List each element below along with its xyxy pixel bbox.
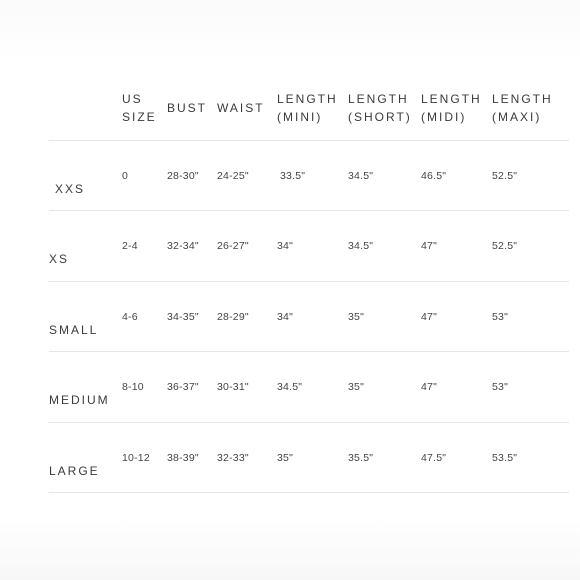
length-mini-cell: 34" bbox=[277, 281, 348, 352]
header-bust: BUST bbox=[167, 101, 208, 115]
size-label: LARGE bbox=[49, 422, 122, 493]
bust-cell: 34-35" bbox=[167, 281, 217, 352]
size-label: SMALL bbox=[49, 281, 122, 352]
length-midi-cell: 46.5" bbox=[421, 140, 492, 211]
us-size-cell: 0 bbox=[122, 140, 167, 211]
table-row bbox=[49, 211, 569, 282]
length-short-cell: 35" bbox=[348, 281, 421, 352]
header-length-midi: LENGTH (MIDI) bbox=[421, 92, 482, 124]
length-midi-cell: 47" bbox=[421, 281, 492, 352]
bust-cell: 36-37" bbox=[167, 352, 217, 423]
size-chart-table bbox=[49, 78, 569, 493]
length-midi-cell: 47" bbox=[421, 211, 492, 282]
header-row bbox=[49, 78, 569, 140]
header-size-label bbox=[49, 78, 122, 140]
header-length-mini: LENGTH (MINI) bbox=[277, 92, 338, 124]
bust-cell: 32-34" bbox=[167, 211, 217, 282]
length-maxi-cell: 52.5" bbox=[492, 211, 569, 282]
waist-cell: 30-31" bbox=[217, 352, 277, 423]
length-short-cell: 35" bbox=[348, 352, 421, 423]
length-maxi-cell: 53" bbox=[492, 281, 569, 352]
waist-cell: 24-25" bbox=[217, 140, 277, 211]
length-maxi-cell: 52.5" bbox=[492, 140, 569, 211]
header-us-size: US SIZE bbox=[122, 92, 157, 124]
length-mini-cell: 35" bbox=[277, 422, 348, 493]
waist-cell: 32-33" bbox=[217, 422, 277, 493]
header-waist: WAIST bbox=[217, 101, 265, 115]
length-short-cell: 34.5" bbox=[348, 211, 421, 282]
size-label: XS bbox=[49, 211, 122, 282]
bust-cell: 38-39" bbox=[167, 422, 217, 493]
header-length-short: LENGTH (SHORT) bbox=[348, 92, 412, 124]
us-size-cell: 8-10 bbox=[122, 352, 167, 423]
table-row bbox=[49, 281, 569, 352]
bust-cell: 28-30" bbox=[167, 140, 217, 211]
length-maxi-cell: 53.5" bbox=[492, 422, 569, 493]
size-label: MEDIUM bbox=[49, 352, 122, 423]
header-length-maxi: LENGTH (MAXI) bbox=[492, 92, 553, 124]
length-mini-cell: 34.5" bbox=[277, 352, 348, 423]
us-size-cell: 4-6 bbox=[122, 281, 167, 352]
length-short-cell: 35.5" bbox=[348, 422, 421, 493]
length-midi-cell: 47.5" bbox=[421, 422, 492, 493]
table-row bbox=[49, 352, 569, 423]
us-size-cell: 10-12 bbox=[122, 422, 167, 493]
waist-cell: 26-27" bbox=[217, 211, 277, 282]
size-label: XXS bbox=[49, 140, 122, 211]
waist-cell: 28-29" bbox=[217, 281, 277, 352]
size-chart-container bbox=[49, 78, 553, 494]
length-mini-cell: 33.5" bbox=[277, 140, 348, 211]
length-maxi-cell: 53" bbox=[492, 352, 569, 423]
length-midi-cell: 47" bbox=[421, 352, 492, 423]
us-size-cell: 2-4 bbox=[122, 211, 167, 282]
length-mini-cell: 34" bbox=[277, 211, 348, 282]
length-short-cell: 34.5" bbox=[348, 140, 421, 211]
table-row bbox=[49, 422, 569, 493]
table-row bbox=[49, 140, 569, 211]
